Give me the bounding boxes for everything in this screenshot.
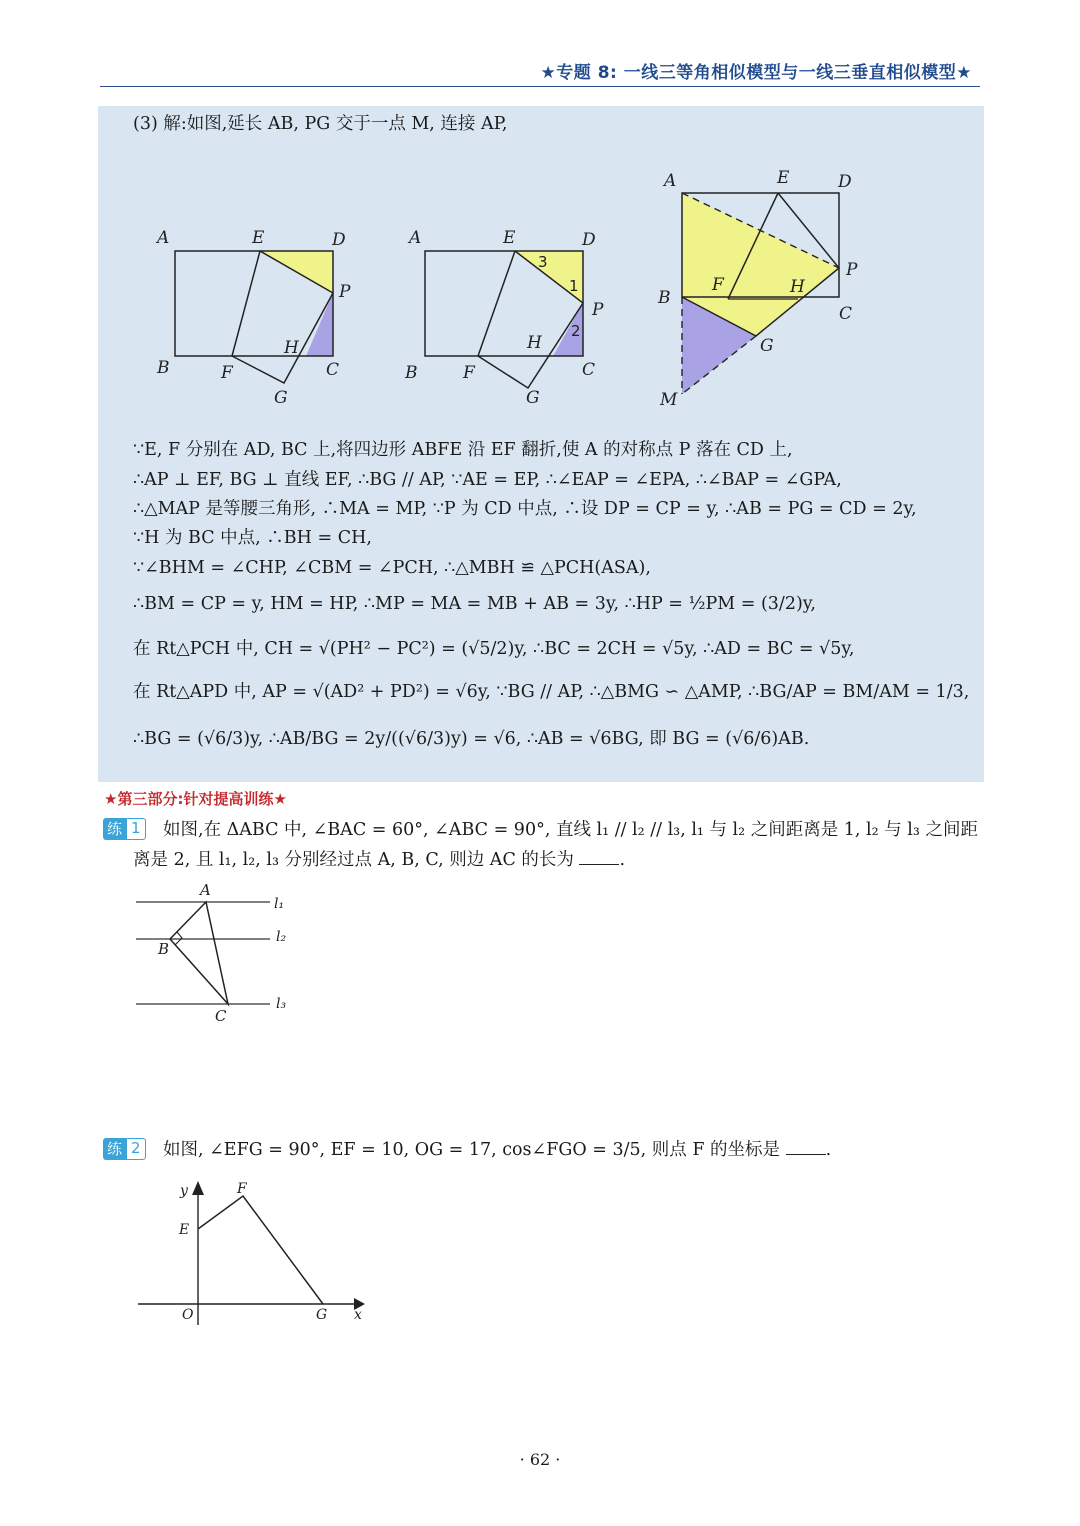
label-e: E bbox=[777, 168, 790, 188]
label-f: F bbox=[463, 363, 475, 383]
label-b: B bbox=[158, 940, 170, 958]
badge-number: 2 bbox=[126, 1138, 146, 1160]
question-2-text: 如图, ∠EFG = 90°, EF = 10, OG = 17, cos∠FGO = 3/5, 则点 F 的坐标是 bbox=[163, 1140, 781, 1160]
solution-figure-2 bbox=[400, 225, 620, 410]
label-a: A bbox=[157, 228, 170, 248]
label-a: A bbox=[200, 881, 211, 899]
y-axis-arrow bbox=[192, 1181, 204, 1195]
label-f: F bbox=[237, 1181, 247, 1197]
question-1-text-line-1: 如图,在 ΔABC 中, ∠BAC = 60°, ∠ABC = 90°, 直线 l₁ // l₂ // l₃, l₁ 与 l₂ 之间距离是 1, l₂ 与 l₃ 之间距 bbox=[163, 820, 978, 840]
label-p: P bbox=[592, 300, 604, 320]
label-p: P bbox=[339, 282, 351, 302]
solution-line: ∴BG = (√6/3)y, ∴AB/BG = 2y/((√6/3)y) = √6, ∴AB = √6BG, 即 BG = (√6/6)AB. bbox=[133, 729, 810, 749]
triangle-abc bbox=[170, 902, 228, 1004]
label-l1: l₁ bbox=[274, 896, 285, 912]
section-title: ★第三部分:针对提高训练★ bbox=[104, 790, 287, 808]
label-m: M bbox=[660, 390, 678, 410]
question-2-text-line bbox=[163, 1138, 831, 1162]
solution-line: ∴△MAP 是等腰三角形, ∴MA = MP, ∵P 为 CD 中点, ∴设 DP = CP = y, ∴AB = PG = CD = 2y, bbox=[133, 499, 917, 519]
label-b: B bbox=[405, 363, 418, 383]
badge-number: 1 bbox=[126, 818, 146, 840]
fold-line-ef bbox=[478, 251, 515, 356]
exercise-badge-2 bbox=[103, 1138, 146, 1160]
answer-blank[interactable] bbox=[786, 1138, 826, 1155]
label-h: H bbox=[527, 333, 542, 353]
page-number: · 62 · bbox=[519, 1450, 561, 1469]
label-d: D bbox=[838, 172, 852, 192]
label-angle-3: 3 bbox=[538, 253, 548, 271]
label-e: E bbox=[252, 228, 265, 248]
answer-blank[interactable] bbox=[579, 848, 619, 865]
badge-label: 练 bbox=[103, 1138, 126, 1160]
label-o: O bbox=[182, 1307, 194, 1323]
label-f: F bbox=[221, 363, 233, 383]
label-l2: l₂ bbox=[276, 929, 287, 945]
label-c: C bbox=[839, 304, 853, 324]
solution-intro: (3) 解:如图,延长 AB, PG 交于一点 M, 连接 AP, bbox=[133, 114, 508, 134]
fold-line-ef bbox=[232, 251, 260, 356]
label-g: G bbox=[760, 336, 774, 356]
label-l3: l₃ bbox=[276, 996, 287, 1012]
solution-line: ∵E, F 分别在 AD, BC 上,将四边形 ABFE 沿 EF 翻折,使 A 的对称点 P 落在 CD 上, bbox=[133, 440, 793, 460]
badge-label: 练 bbox=[103, 818, 126, 840]
label-c: C bbox=[582, 360, 596, 380]
solution-line: 在 Rt△PCH 中, CH = √(PH² − PC²) = (√5/2)y, ∴BC = 2CH = √5y, ∴AD = BC = √5y, bbox=[133, 639, 855, 659]
header-title: ★专题 8: 一线三等角相似模型与一线三垂直相似模型★ bbox=[540, 63, 972, 83]
label-e: E bbox=[179, 1222, 190, 1238]
question-1-figure bbox=[130, 878, 300, 1028]
label-c: C bbox=[326, 360, 340, 380]
label-d: D bbox=[332, 230, 346, 250]
solution-figure-1 bbox=[150, 225, 370, 410]
label-p: P bbox=[846, 260, 858, 280]
label-d: D bbox=[582, 230, 596, 250]
question-2-end: . bbox=[825, 1140, 832, 1160]
question-2-figure bbox=[132, 1175, 372, 1335]
path-efg bbox=[198, 1196, 323, 1304]
label-a: A bbox=[409, 228, 422, 248]
label-e: E bbox=[503, 228, 516, 248]
solution-line: ∴AP ⊥ EF, BG ⊥ 直线 EF, ∴BG // AP, ∵AE = EP, ∴∠EAP = ∠EPA, ∴∠BAP = ∠GPA, bbox=[133, 470, 842, 490]
exercise-badge-1 bbox=[103, 818, 146, 840]
label-a: A bbox=[664, 171, 677, 191]
label-h: H bbox=[284, 338, 299, 358]
label-c: C bbox=[215, 1007, 227, 1025]
solution-figure-3 bbox=[655, 165, 875, 415]
solution-line: ∵H 为 BC 中点, ∴BH = CH, bbox=[133, 528, 372, 548]
label-f: F bbox=[712, 275, 724, 295]
label-x: x bbox=[354, 1307, 362, 1323]
question-1-text-line-2 bbox=[133, 848, 625, 872]
purple-triangle bbox=[306, 293, 333, 356]
question-1-text: 离是 2, 且 l₁, l₂, l₃ 分别经过点 A, B, C, 则边 AC 的长为 bbox=[133, 850, 574, 870]
page-header bbox=[100, 56, 980, 87]
label-g: G bbox=[526, 388, 540, 408]
label-angle-2: 2 bbox=[571, 322, 581, 340]
solution-line: 在 Rt△APD 中, AP = √(AD² + PD²) = √6y, ∵BG // AP, ∴△BMG ∽ △AMP, ∴BG/AP = BM/AM = 1/3, bbox=[133, 682, 970, 702]
label-b: B bbox=[658, 288, 671, 308]
label-y: y bbox=[180, 1183, 188, 1199]
solution-line: ∵∠BHM = ∠CHP, ∠CBM = ∠PCH, ∴△MBH ≌ △PCH(ASA), bbox=[133, 558, 651, 578]
label-g: G bbox=[316, 1307, 328, 1323]
label-b: B bbox=[157, 358, 170, 378]
label-g: G bbox=[274, 388, 288, 408]
question-1-end: . bbox=[619, 850, 626, 870]
solution-line: ∴BM = CP = y, HM = HP, ∴MP = MA = MB + AB = 3y, ∴HP = ½PM = (3/2)y, bbox=[133, 594, 816, 614]
label-angle-1: 1 bbox=[569, 277, 579, 295]
label-h: H bbox=[790, 277, 805, 297]
